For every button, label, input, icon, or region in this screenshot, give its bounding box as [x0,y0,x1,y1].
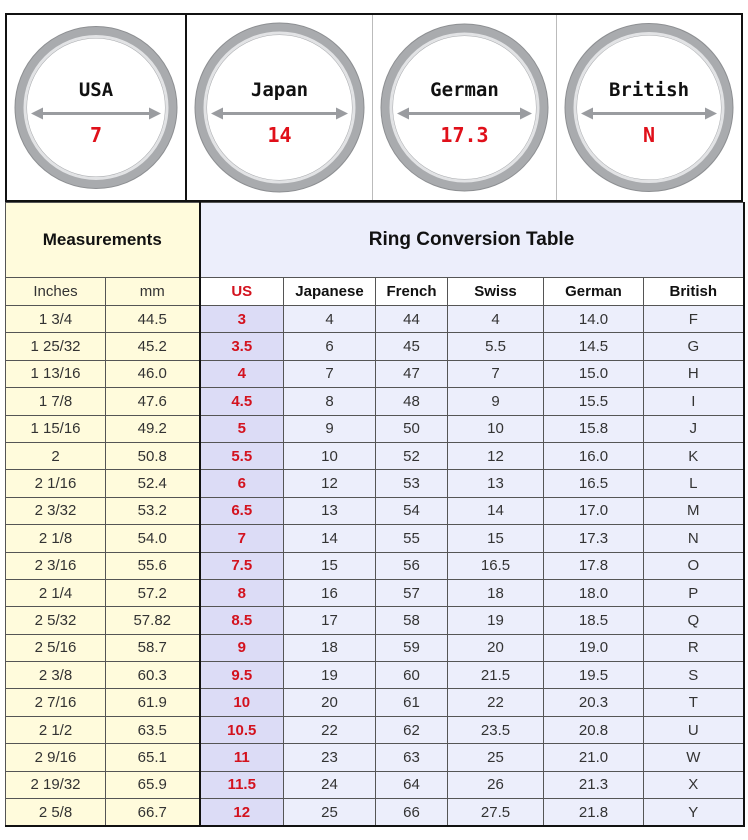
ring-label: USA [78,79,114,101]
arrow-head [336,108,348,120]
cell-japanese: 10 [284,442,376,469]
cell-inches: 2 3/16 [6,552,106,579]
cell-mm: 47.6 [106,388,200,415]
arrow-head [149,108,161,120]
cell-japanese: 25 [284,799,376,827]
cell-german: 19.5 [544,662,644,689]
cell-us: 10.5 [200,716,284,743]
table-row [6,497,744,524]
cell-british: G [644,333,744,360]
cell-german: 15.0 [544,360,644,387]
column-header-swiss: Swiss [448,278,544,306]
cell-japanese: 23 [284,744,376,771]
cell-swiss: 5.5 [448,333,544,360]
cell-japanese: 16 [284,579,376,606]
cell-swiss: 25 [448,744,544,771]
cell-mm: 46.0 [106,360,200,387]
arrow-head [705,108,717,120]
table-row [6,716,744,743]
cell-german: 16.0 [544,442,644,469]
cell-british: I [644,388,744,415]
cell-swiss: 12 [448,442,544,469]
cell-japanese: 13 [284,497,376,524]
cell-german: 21.8 [544,799,644,827]
cell-french: 60 [376,662,448,689]
table-row [6,360,744,387]
cell-inches: 2 5/16 [6,634,106,661]
cell-japanese: 12 [284,470,376,497]
ring-band [387,30,542,185]
cell-german: 16.5 [544,470,644,497]
cell-mm: 65.9 [106,771,200,798]
cell-french: 63 [376,744,448,771]
table-row [6,552,744,579]
cell-us: 6 [200,470,284,497]
cell-french: 66 [376,799,448,827]
conversion-table-title: Ring Conversion Table [200,203,744,278]
cell-us: 5 [200,415,284,442]
cell-french: 44 [376,306,448,333]
cell-french: 53 [376,470,448,497]
cell-japanese: 14 [284,525,376,552]
cell-mm: 45.2 [106,333,200,360]
cell-mm: 53.2 [106,497,200,524]
cell-british: O [644,552,744,579]
cell-french: 64 [376,771,448,798]
cell-french: 56 [376,552,448,579]
ring-value: 17.3 [440,123,489,147]
table-row [6,415,744,442]
cell-british: J [644,415,744,442]
cell-german: 18.0 [544,579,644,606]
cell-inches: 1 13/16 [6,360,106,387]
cell-german: 17.3 [544,525,644,552]
table-row [6,634,744,661]
cell-german: 21.3 [544,771,644,798]
cell-inches: 2 5/32 [6,607,106,634]
cell-swiss: 16.5 [448,552,544,579]
cell-mm: 65.1 [106,744,200,771]
cell-inches: 2 1/2 [6,716,106,743]
arrow-head [581,108,593,120]
cell-mm: 54.0 [106,525,200,552]
cell-swiss: 18 [448,579,544,606]
cell-us: 10 [200,689,284,716]
cell-us: 8 [200,579,284,606]
cell-us: 12 [200,799,284,827]
cell-german: 19.0 [544,634,644,661]
column-header-inches: Inches [6,278,106,306]
cell-japanese: 4 [284,306,376,333]
cell-french: 61 [376,689,448,716]
ring-icon [373,15,556,200]
ring-label: British [608,79,690,101]
cell-british: R [644,634,744,661]
cell-inches: 2 1/8 [6,525,106,552]
cell-inches: 2 3/32 [6,497,106,524]
table-row [6,306,744,333]
cell-mm: 57.2 [106,579,200,606]
cell-us: 6.5 [200,497,284,524]
table-row [6,388,744,415]
table-row [6,579,744,606]
cell-swiss: 20 [448,634,544,661]
ring-highlight [25,37,167,179]
cell-german: 21.0 [544,744,644,771]
arrow-head [397,108,409,120]
cell-inches: 2 19/32 [6,771,106,798]
cell-us: 11.5 [200,771,284,798]
ring-conversion-table [5,202,745,827]
cell-swiss: 7 [448,360,544,387]
cell-french: 58 [376,607,448,634]
cell-inches: 1 3/4 [6,306,106,333]
ring-icon [557,15,741,200]
cell-mm: 49.2 [106,415,200,442]
cell-british: S [644,662,744,689]
cell-japanese: 20 [284,689,376,716]
cell-us: 8.5 [200,607,284,634]
cell-french: 50 [376,415,448,442]
arrow-head [31,108,43,120]
ring-value: 7 [89,123,103,147]
cell-mm: 61.9 [106,689,200,716]
cell-us: 9.5 [200,662,284,689]
cell-swiss: 23.5 [448,716,544,743]
cell-german: 15.5 [544,388,644,415]
cell-french: 57 [376,579,448,606]
cell-inches: 2 5/8 [6,799,106,827]
ring-band [571,30,727,186]
cell-inches: 2 7/16 [6,689,106,716]
cell-us: 7 [200,525,284,552]
cell-swiss: 21.5 [448,662,544,689]
cell-french: 48 [376,388,448,415]
column-header-german: German [544,278,644,306]
ring-value: N [642,123,656,147]
cell-french: 52 [376,442,448,469]
ring-usa [7,15,187,200]
ring-highlight [575,34,723,182]
measurements-title: Measurements [6,203,200,278]
cell-swiss: 19 [448,607,544,634]
ring-icon [7,15,185,200]
cell-french: 47 [376,360,448,387]
table-row [6,470,744,497]
cell-british: Y [644,799,744,827]
table-row [6,442,744,469]
table-row [6,607,744,634]
cell-german: 14.0 [544,306,644,333]
cell-french: 62 [376,716,448,743]
cell-japanese: 15 [284,552,376,579]
cell-british: U [644,716,744,743]
cell-us: 3 [200,306,284,333]
table-row [6,525,744,552]
column-header-french: French [376,278,448,306]
cell-japanese: 7 [284,360,376,387]
cell-mm: 63.5 [106,716,200,743]
cell-french: 45 [376,333,448,360]
ring-icon [187,15,372,200]
cell-german: 14.5 [544,333,644,360]
cell-us: 7.5 [200,552,284,579]
cell-swiss: 26 [448,771,544,798]
column-header-british: British [644,278,744,306]
ring-british [557,15,741,200]
cell-inches: 2 1/4 [6,579,106,606]
cell-german: 20.3 [544,689,644,716]
column-header-japanese: Japanese [284,278,376,306]
cell-mm: 58.7 [106,634,200,661]
cell-us: 9 [200,634,284,661]
table-row [6,771,744,798]
cell-swiss: 15 [448,525,544,552]
cell-swiss: 4 [448,306,544,333]
cell-swiss: 22 [448,689,544,716]
cell-us: 4.5 [200,388,284,415]
cell-french: 55 [376,525,448,552]
cell-swiss: 10 [448,415,544,442]
cell-inches: 1 7/8 [6,388,106,415]
cell-us: 11 [200,744,284,771]
cell-japanese: 9 [284,415,376,442]
cell-swiss: 13 [448,470,544,497]
cell-german: 20.8 [544,716,644,743]
ring-highlight [205,33,354,182]
cell-mm: 50.8 [106,442,200,469]
cell-inches: 2 9/16 [6,744,106,771]
cell-german: 18.5 [544,607,644,634]
cell-swiss: 14 [448,497,544,524]
cell-mm: 52.4 [106,470,200,497]
cell-british: W [644,744,744,771]
cell-british: L [644,470,744,497]
arrow-head [211,108,223,120]
cell-french: 59 [376,634,448,661]
cell-mm: 57.82 [106,607,200,634]
cell-inches: 2 3/8 [6,662,106,689]
cell-british: H [644,360,744,387]
cell-japanese: 6 [284,333,376,360]
cell-japanese: 18 [284,634,376,661]
cell-japanese: 19 [284,662,376,689]
cell-german: 17.8 [544,552,644,579]
cell-german: 17.0 [544,497,644,524]
cell-japanese: 22 [284,716,376,743]
table-row [6,799,744,827]
ring-label: Japan [250,79,309,101]
ring-label: German [430,79,499,101]
ring-size-panel [5,13,743,202]
ring-band [21,33,171,183]
arrow-head [520,108,532,120]
cell-inches: 1 25/32 [6,333,106,360]
ring-japan [187,15,373,200]
table-row [6,333,744,360]
cell-british: Q [644,607,744,634]
cell-mm: 55.6 [106,552,200,579]
cell-us: 4 [200,360,284,387]
cell-japanese: 8 [284,388,376,415]
ring-german [373,15,557,200]
cell-inches: 1 15/16 [6,415,106,442]
cell-mm: 60.3 [106,662,200,689]
cell-british: T [644,689,744,716]
cell-british: N [644,525,744,552]
cell-us: 3.5 [200,333,284,360]
cell-french: 54 [376,497,448,524]
ring-value: 14 [267,123,292,147]
cell-inches: 2 1/16 [6,470,106,497]
cell-mm: 44.5 [106,306,200,333]
table-row [6,744,744,771]
cell-british: X [644,771,744,798]
cell-swiss: 9 [448,388,544,415]
table-row [6,662,744,689]
cell-japanese: 17 [284,607,376,634]
cell-japanese: 24 [284,771,376,798]
cell-british: K [644,442,744,469]
cell-british: P [644,579,744,606]
table-row [6,689,744,716]
cell-british: M [644,497,744,524]
cell-german: 15.8 [544,415,644,442]
ring-highlight [391,34,538,181]
cell-mm: 66.7 [106,799,200,827]
cell-british: F [644,306,744,333]
cell-swiss: 27.5 [448,799,544,827]
column-header-us: US [200,278,284,306]
cell-us: 5.5 [200,442,284,469]
cell-inches: 2 [6,442,106,469]
column-header-mm: mm [106,278,200,306]
ring-band [201,29,358,186]
